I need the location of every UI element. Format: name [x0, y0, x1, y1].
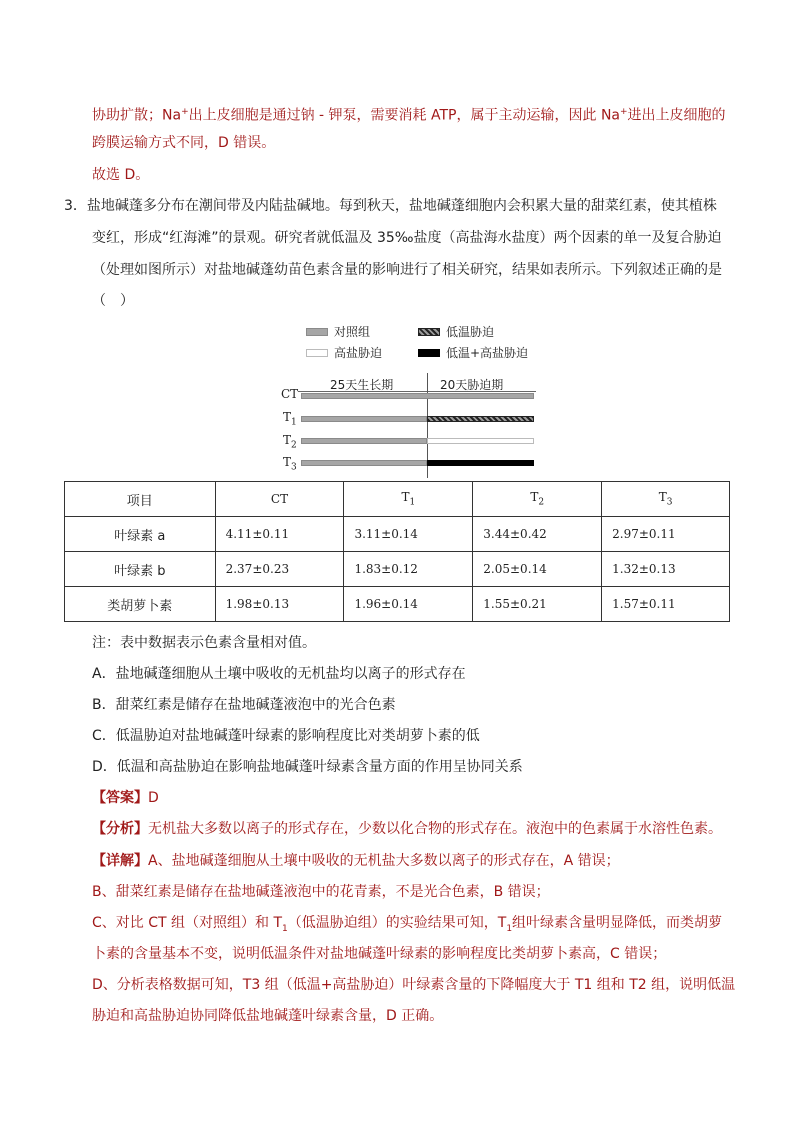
- bar-t3-stress: [427, 460, 534, 466]
- table-cell: 类胡萝卜素: [65, 587, 216, 622]
- legend-salt: 高盐胁迫: [306, 344, 382, 361]
- table-cell: 4.11±0.11: [215, 517, 344, 552]
- bar-t2-growth: [301, 438, 427, 444]
- detail-line-a: 【详解】A、盐地碱蓬细胞从土壤中吸收的无机盐大多数以离子的形式存在，A 错误；: [92, 853, 620, 869]
- table-header-cell: $T_2$: [473, 482, 602, 517]
- detail-line-d2: 胁迫和高盐胁迫协同降低盐地碱蓬叶绿素含量，D 正确。: [92, 1008, 444, 1024]
- pigment-table: [64, 481, 730, 622]
- detail-line-d1: D、分析表格数据可知，T3 组（低温+高盐胁迫）叶绿素含量的下降幅度大于 T1 组和 T2 组，说明低温: [92, 977, 736, 993]
- question-line-2: 变红，形成“红海滩”的景观。研究者就低温及 35‰盐度（高盐海水盐度）两个因素的单一及复合胁迫: [92, 230, 722, 246]
- table-header-cell: $T_1$: [344, 482, 473, 517]
- table-cell: 2.97±0.11: [602, 517, 730, 552]
- table-cell: 1.32±0.13: [602, 552, 730, 587]
- question-line-3: （处理如图所示）对盐地碱蓬幼苗色素含量的影响进行了相关研究，结果如表所示。下列叙述正确的是: [92, 262, 722, 278]
- detail-tag: 【详解】: [92, 853, 148, 869]
- table-row: [65, 552, 730, 587]
- table-cell: 3.44±0.42: [473, 517, 602, 552]
- option-d: D．低温和高盐胁迫在影响盐地碱蓬叶绿素含量方面的作用呈协同关系: [92, 759, 523, 775]
- table-header-cell: CT: [215, 482, 344, 517]
- option-b: B．甜菜红素是储存在盐地碱蓬液泡中的光合色素: [92, 697, 396, 713]
- bar-t1-growth: [301, 416, 427, 422]
- legend-cold: 低温胁迫: [418, 323, 494, 340]
- table-row: [65, 517, 730, 552]
- question-line-1: 3．盐地碱蓬多分布在潮间带及内陆盐碱地。每到秋天，盐地碱蓬细胞内会积累大量的甜菜红素，使其植株: [64, 198, 717, 214]
- option-a: A．盐地碱蓬细胞从土壤中吸收的无机盐均以离子的形式存在: [92, 666, 466, 682]
- table-note: 注：表中数据表示色素含量相对值。: [92, 635, 316, 651]
- legend-swatch-cold: [418, 328, 440, 336]
- legend-cold-salt: 低温+高盐胁迫: [418, 344, 528, 361]
- bar-t2-stress: [427, 438, 534, 444]
- table-header-row: [65, 482, 730, 517]
- detail-line-c2: 卜素的含量基本不变，说明低温条件对盐地碱蓬叶绿素的影响程度比类胡萝卜素高，C 错误；: [92, 946, 667, 962]
- prev-line-2: 跨膜运输方式不同，D 错误。: [92, 135, 276, 151]
- detail-line-b: B、甜菜红素是储存在盐地碱蓬液泡中的花青素，不是光合色素，B 错误；: [92, 884, 550, 900]
- bar-ct: [301, 393, 534, 399]
- question-line-4: （ ）: [92, 293, 134, 309]
- prev-line-1: 协助扩散；Na+出上皮细胞是通过钠 - 钾泵，需要消耗 ATP，属于主动运输，因此 Na+进出上皮细胞的: [92, 107, 726, 124]
- table-cell: 叶绿素 b: [65, 552, 216, 587]
- legend-swatch-control: [306, 328, 328, 336]
- row-label-t3: $T_3$: [283, 455, 297, 473]
- legend-swatch-salt: [306, 349, 328, 357]
- table-cell: 2.05±0.14: [473, 552, 602, 587]
- table-cell: 1.96±0.14: [344, 587, 473, 622]
- answer-tag: 【答案】: [92, 790, 148, 806]
- bar-t1-stress: [427, 416, 534, 422]
- table-cell: 叶绿素 a: [65, 517, 216, 552]
- analysis-line: 【分析】无机盐大多数以离子的形式存在，少数以化合物的形式存在。液泡中的色素属于水溶性色素。: [92, 821, 722, 837]
- answer-line: [92, 788, 159, 808]
- row-label-t2: $T_2$: [283, 433, 297, 451]
- table-cell: 1.57±0.11: [602, 587, 730, 622]
- table-cell: 1.83±0.12: [344, 552, 473, 587]
- table-cell: 2.37±0.23: [215, 552, 344, 587]
- answer-value: D: [148, 790, 159, 806]
- table-cell: 3.11±0.14: [344, 517, 473, 552]
- detail-line-c1: C、对比 CT 组（对照组）和 $T_1$（低温胁迫组）的实验结果可知，$T_1$组叶绿素含量明显降低，而类胡萝: [92, 915, 723, 934]
- row-label-ct: CT: [281, 387, 299, 401]
- bar-t3-growth: [301, 460, 427, 466]
- option-c: C．低温胁迫对盐地碱蓬叶绿素的影响程度比对类胡萝卜素的低: [92, 728, 480, 744]
- period-stress-label: 20天胁迫期: [440, 378, 504, 392]
- table-header-cell: $T_3$: [602, 482, 730, 517]
- legend-swatch-cold-salt: [418, 349, 440, 357]
- legend-control: 对照组: [306, 323, 370, 340]
- table-row: [65, 587, 730, 622]
- prev-line-3: 故选 D。: [92, 167, 150, 183]
- question-number: 3．: [64, 198, 87, 214]
- table-cell: 1.55±0.21: [473, 587, 602, 622]
- row-label-t1: $T_1$: [283, 410, 297, 428]
- analysis-tag: 【分析】: [92, 821, 148, 837]
- figure-top-axis: [298, 391, 536, 392]
- table-header-cell: 项目: [65, 482, 216, 517]
- table-cell: 1.98±0.13: [215, 587, 344, 622]
- period-growth-label: 25天生长期: [330, 378, 394, 392]
